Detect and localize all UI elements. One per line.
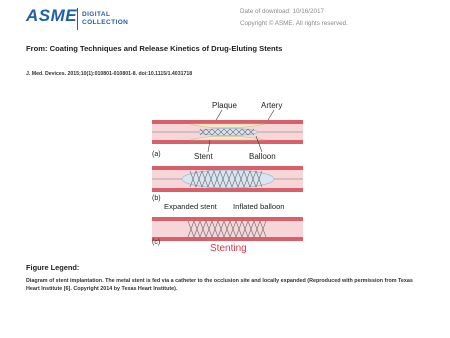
panel-a-label: (a) <box>152 151 161 158</box>
logo-collection-text: COLLECTION <box>82 19 129 26</box>
panel-b-vessel <box>152 166 303 192</box>
page-header <box>0 0 450 36</box>
figure-legend-heading: Figure Legend: <box>26 263 80 272</box>
plaque-label: Plaque <box>212 101 237 110</box>
copyright-notice: Copyright © ASME. All rights reserved. <box>240 20 348 27</box>
balloon-label: Balloon <box>249 152 276 161</box>
panel-c-label: (c) <box>152 239 161 246</box>
panel-a-vessel <box>152 120 303 144</box>
panel-c-vessel <box>152 217 303 241</box>
inflated-balloon-label: Inflated balloon <box>233 202 285 211</box>
expanded-stent-label: Expanded stent <box>164 202 217 211</box>
stent-label: Stent <box>194 152 213 161</box>
panel-b-label: (b) <box>152 195 161 202</box>
stent-diagram <box>150 96 305 254</box>
artery-pointer <box>268 110 274 120</box>
asme-logo: ASME <box>26 6 78 25</box>
article-title: From: Coating Techniques and Release Kinetics of Drug-Eluting Stents <box>26 44 283 53</box>
balloon-b <box>182 170 274 188</box>
balloon-a <box>198 129 258 136</box>
download-date: Date of download: 10/16/2017 <box>240 8 325 15</box>
logo-digital-text: DIGITAL <box>82 11 111 18</box>
stenting-label: Stenting <box>210 243 247 254</box>
artery-label: Artery <box>261 101 283 110</box>
figure-legend-text: Diagram of stent implantation. The metal stent is fed via a catheter to the occlusion site and locally expanded (Reproduced with permission from Texas Heart Institute [6]. Copyright 2014 by Texas Heart Institute). <box>26 278 413 293</box>
logo-divider <box>77 8 78 30</box>
article-citation: J. Med. Devices. 2015;10(1):010801-010801-8. doi:10.1115/1.4031718 <box>26 71 193 77</box>
